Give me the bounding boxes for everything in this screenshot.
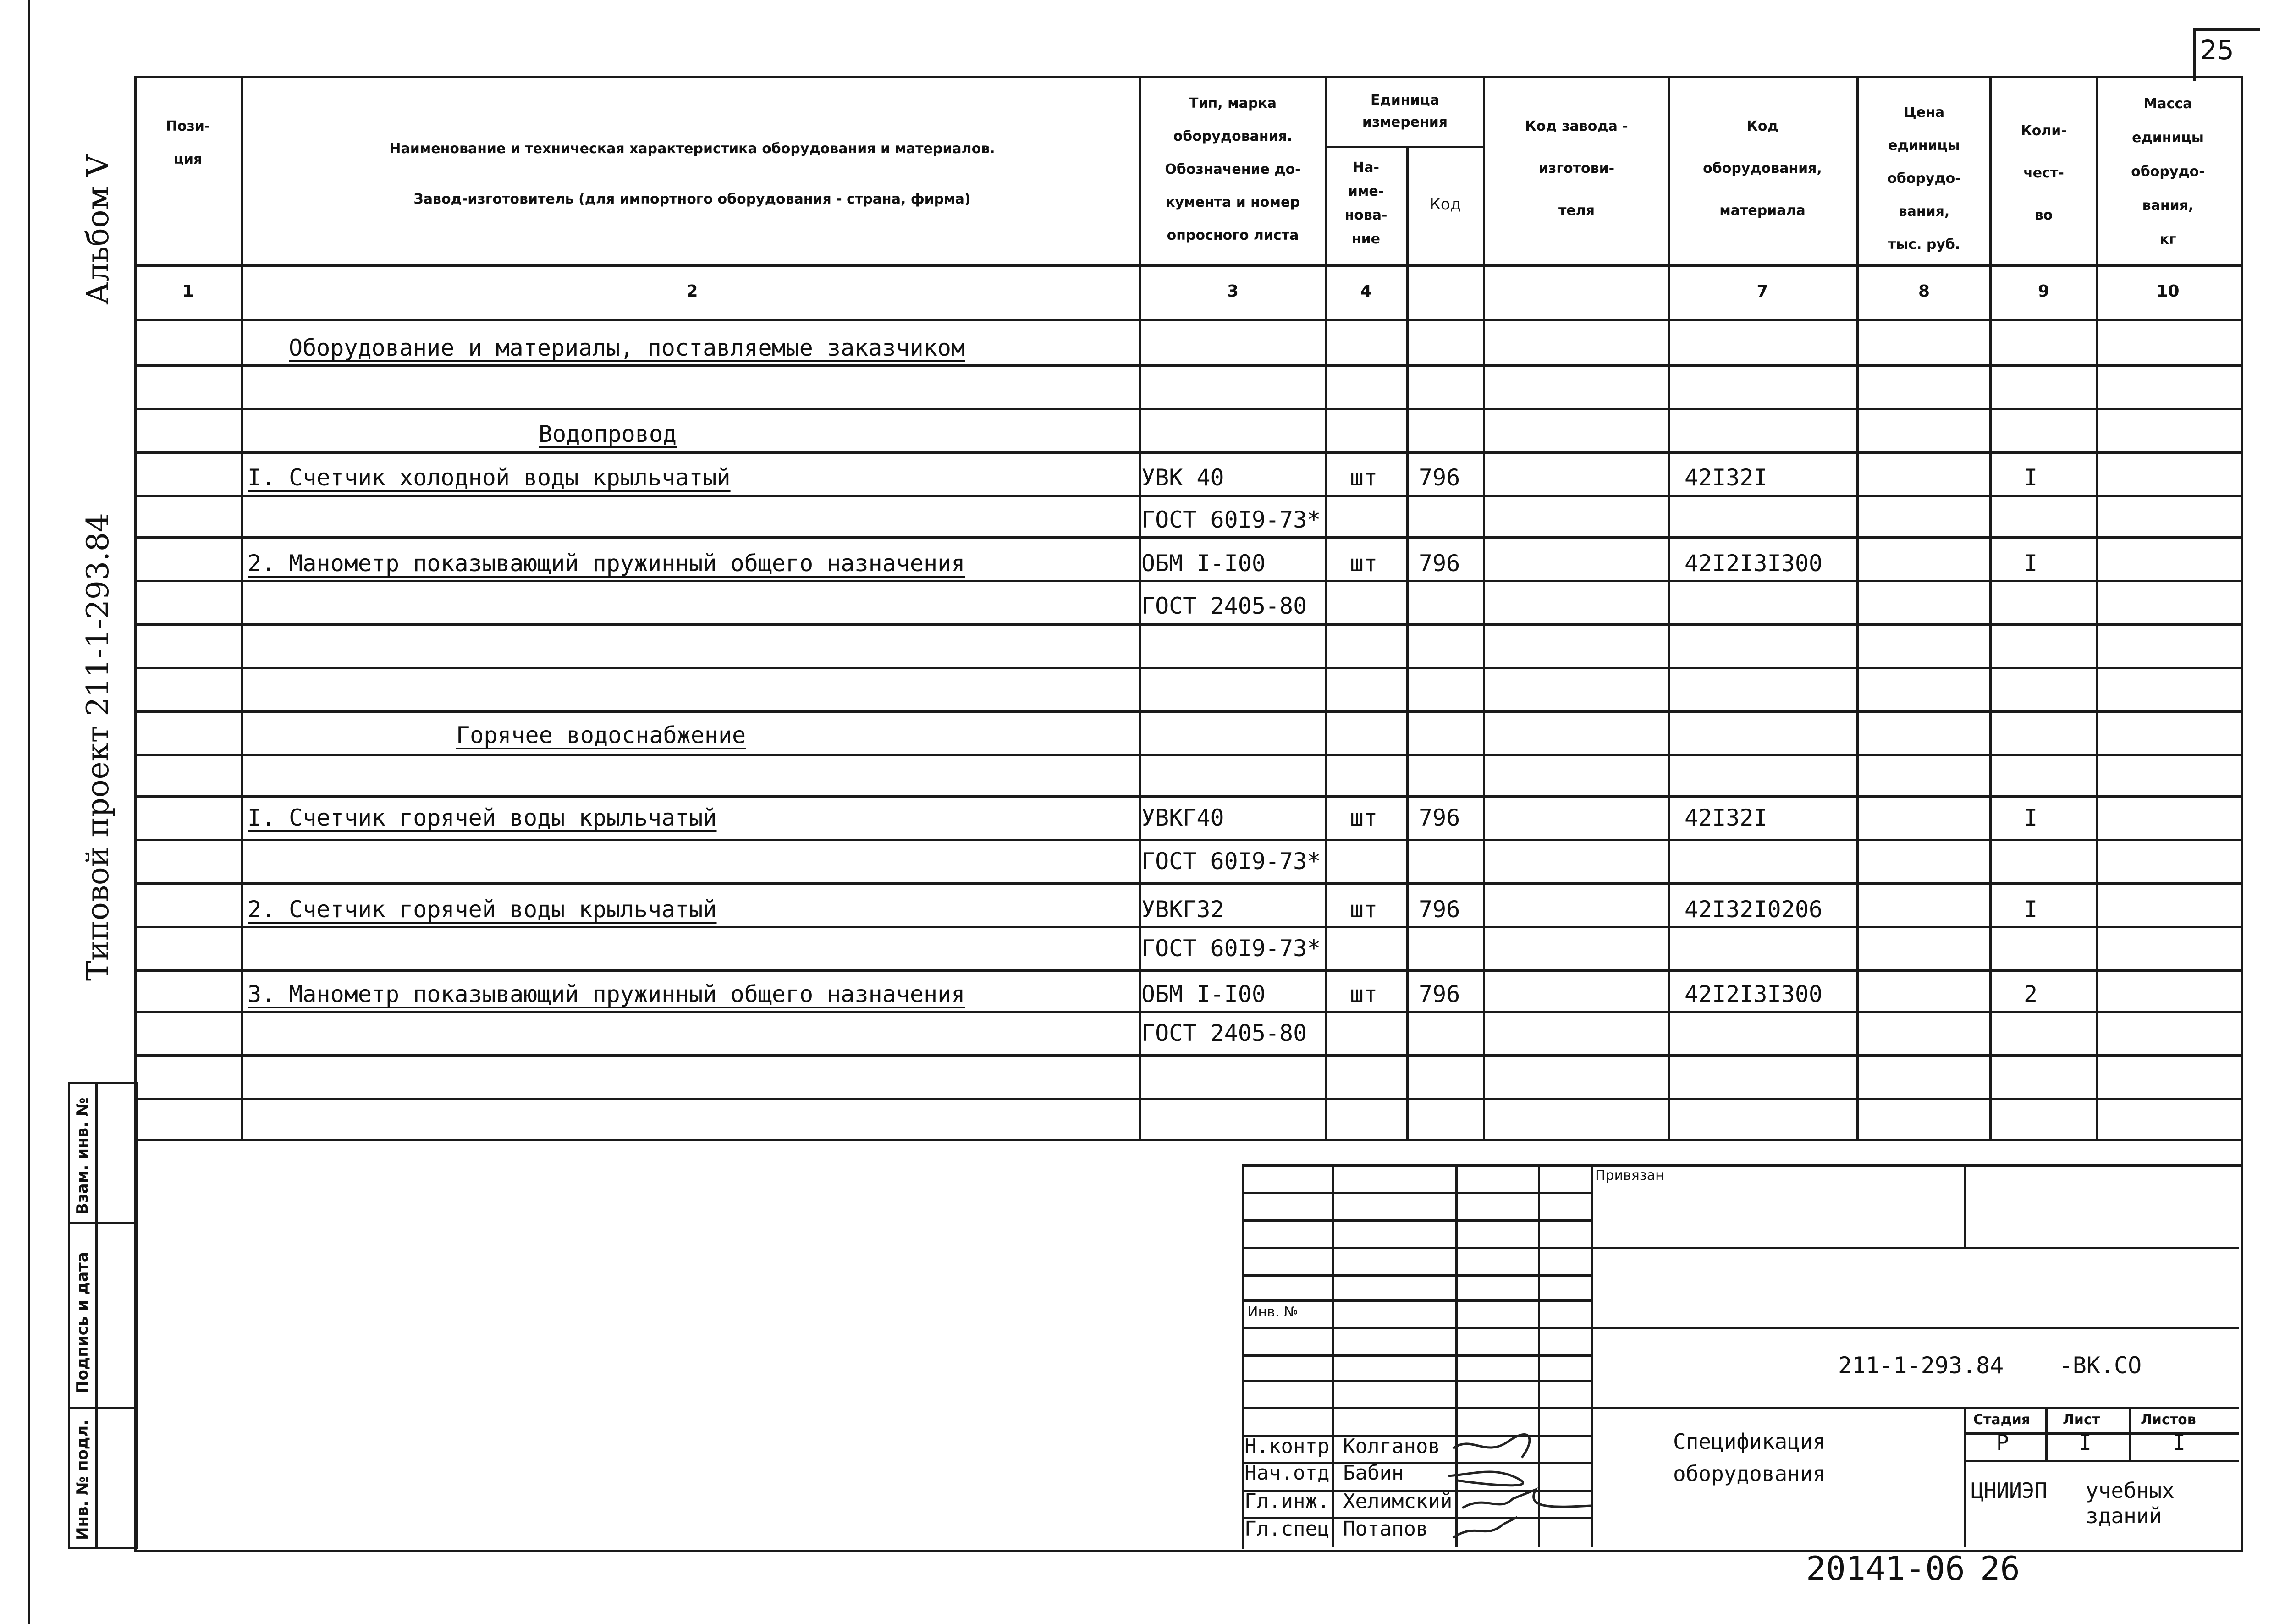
document-code: 211-1-293.84 -ВК.СО: [1838, 1352, 2142, 1379]
inv-no-label: Инв. №: [1248, 1304, 1299, 1320]
organization-sub: учебных зданий: [2086, 1478, 2175, 1528]
stamp-field: Взам. инв. №: [73, 1097, 92, 1215]
item-name: 2. Манометр показывающий пружинный общего назначения: [248, 550, 965, 577]
col-header-mass: Масса единицы оборудо- вания, кг: [2131, 96, 2205, 248]
group-title: Горячее водоснабжение: [456, 722, 746, 749]
item-material-code: 42I2I3I300: [1685, 981, 1823, 1007]
signer-name: Хелимский: [1343, 1490, 1453, 1513]
item-material-code: 42I32I0206: [1685, 896, 1823, 923]
stage-value: Р: [1996, 1430, 2009, 1455]
signer-name: Потапов: [1343, 1517, 1428, 1541]
signatures-icon: [1444, 1430, 1609, 1545]
item-type: УВК 40: [1141, 464, 1224, 491]
item-name: 3. Манометр показывающий пружинный общего назначения: [248, 981, 965, 1007]
col-number: 3: [1227, 282, 1239, 301]
item-quantity: I: [2024, 896, 2038, 923]
col-header-unit-code: Код: [1429, 195, 1461, 214]
sheet-value: I: [2079, 1430, 2092, 1455]
signer-name: Бабин: [1343, 1461, 1404, 1485]
item-unit: шт: [1350, 804, 1378, 831]
item-type: ОБМ I-I00: [1141, 981, 1266, 1007]
item-unit-code: 796: [1419, 464, 1460, 491]
sheets-label: Листов: [2141, 1412, 2196, 1428]
item-doc: ГОСТ 2405-80: [1141, 1020, 1307, 1046]
item-material-code: 42I2I3I300: [1685, 550, 1823, 577]
col-header-unit-name: На- име- нова- ние: [1344, 160, 1388, 247]
col-header-price: Цена единицы оборудо- вания, тыс. руб.: [1887, 105, 1961, 253]
item-type: УВКГ32: [1141, 896, 1224, 923]
col-header-material-code: Код оборудования, материала: [1703, 118, 1822, 219]
item-unit: шт: [1350, 550, 1378, 577]
item-name: I. Счетчик горячей воды крыльчатый: [248, 804, 717, 831]
item-unit-code: 796: [1419, 804, 1460, 831]
item-name: 2. Счетчик горячей воды крыльчатый: [248, 896, 717, 923]
col-number: 9: [2037, 282, 2050, 301]
col-number: 8: [1918, 282, 1930, 301]
project-label: Типовой проект 211-1-293.84: [80, 513, 116, 981]
left-binding-line: [28, 0, 30, 1624]
signer-name: Колганов: [1343, 1435, 1440, 1458]
col-number: 7: [1756, 282, 1768, 301]
item-type: УВКГ40: [1141, 804, 1224, 831]
album-label: Альбом V: [80, 154, 116, 305]
item-quantity: I: [2024, 464, 2038, 491]
item-doc: ГОСТ 60I9-73*: [1141, 848, 1321, 875]
col-header-unit: Единица измерения: [1362, 92, 1448, 130]
col-header-factory-code: Код завода - изготови- теля: [1525, 118, 1628, 219]
role: Гл.инж.: [1244, 1490, 1330, 1513]
item-unit-code: 796: [1419, 550, 1460, 577]
stamp-field: Инв. № подл.: [73, 1419, 92, 1540]
organization: ЦНИИЭП: [1971, 1478, 2048, 1503]
footer-page-number: 26: [1980, 1549, 2020, 1588]
item-quantity: 2: [2024, 981, 2038, 1007]
item-material-code: 42I32I: [1685, 804, 1767, 831]
document-title: Спецификация оборудования: [1673, 1429, 1826, 1486]
sheet-label: Лист: [2063, 1412, 2100, 1428]
item-unit: шт: [1350, 896, 1378, 923]
role: Н.контр: [1244, 1435, 1330, 1458]
col-header-type: Тип, марка оборудования. Обозначение до- кумента и номер опросного листа: [1165, 95, 1301, 243]
section-title: Оборудование и материалы, поставляемые заказчиком: [289, 335, 965, 361]
role: Гл.спец: [1244, 1517, 1330, 1541]
item-doc: ГОСТ 2405-80: [1141, 593, 1307, 619]
col-number: 1: [182, 282, 194, 301]
col-number: 10: [2156, 282, 2180, 301]
privyazan-label: Привязан: [1595, 1167, 1664, 1184]
item-unit: шт: [1350, 464, 1378, 491]
item-unit-code: 796: [1419, 981, 1460, 1007]
item-quantity: I: [2024, 550, 2038, 577]
sheets-value: I: [2173, 1430, 2186, 1455]
col-header-name: Наименование и техническая характеристика оборудования и материалов. Завод-изготовитель (для импортного оборудования - страна, фирма): [389, 141, 995, 207]
item-material-code: 42I32I: [1685, 464, 1767, 491]
item-doc: ГОСТ 60I9-73*: [1141, 506, 1321, 533]
item-name: I. Счетчик холодной воды крыльчатый: [248, 464, 731, 491]
stage-label: Стадия: [1973, 1412, 2031, 1428]
stamp-field: Подпись и дата: [73, 1252, 92, 1393]
col-header-quantity: Коли- чест- во: [2021, 123, 2067, 223]
role: Нач.отд: [1244, 1461, 1330, 1485]
col-number: 4: [1360, 282, 1372, 301]
item-type: ОБМ I-I00: [1141, 550, 1266, 577]
col-number: 2: [686, 282, 698, 301]
item-doc: ГОСТ 60I9-73*: [1141, 935, 1321, 962]
col-header-position: Пози- ция: [165, 118, 210, 167]
archive-number: 20141-06: [1806, 1549, 1965, 1588]
page-number: 25: [2200, 34, 2234, 66]
item-unit: шт: [1350, 981, 1378, 1007]
item-unit-code: 796: [1419, 896, 1460, 923]
group-title: Водопровод: [539, 421, 677, 447]
item-quantity: I: [2024, 804, 2038, 831]
